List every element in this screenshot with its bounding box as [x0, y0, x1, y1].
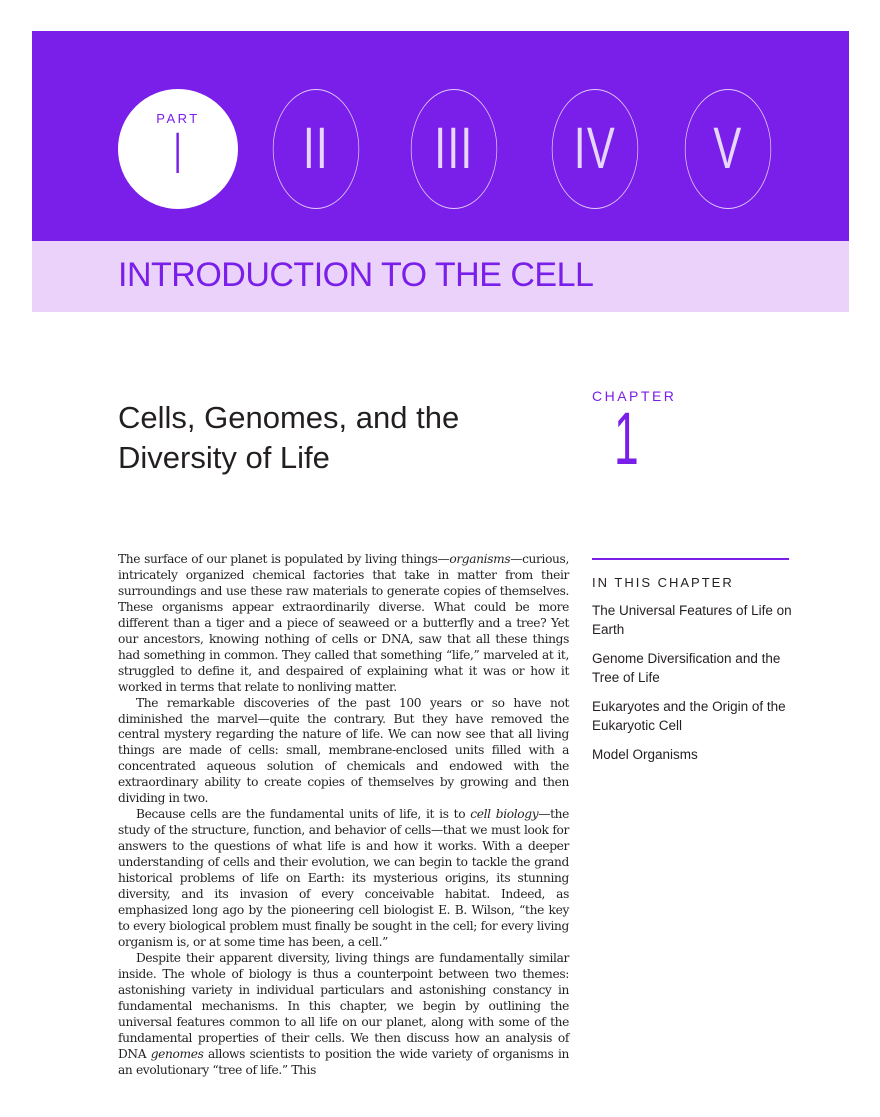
- chapter-contents-list: [592, 602, 792, 776]
- sidebar-divider: [592, 558, 789, 560]
- part-numeral-1: I: [173, 121, 183, 186]
- part-circle-2: [273, 89, 359, 209]
- part-label: PART: [156, 111, 200, 126]
- contents-item-eukaryotes[interactable]: Eukaryotes and the Origin of the Eukaryotic Cell: [592, 699, 786, 733]
- part-circle-1: [118, 89, 238, 209]
- part-numeral-5: V: [713, 116, 743, 181]
- chapter-number: 1: [614, 397, 639, 480]
- part-numeral-4: IV: [573, 116, 617, 181]
- contents-item-model-organisms[interactable]: Model Organisms: [592, 747, 698, 762]
- sidebar-heading: IN THIS CHAPTER: [592, 575, 734, 590]
- paragraph-1: The surface of our planet is populated by living things—organisms—curious, intricately organized chemical factories that take in matter from their surroundings and use these raw materials to generate copies of themselves. These organisms appear extraordinarily diverse. What could be more different than a tiger and a piece of seaweed or a butterfly and a tree? Yet our ancestors, knowing nothing of cells or DNA, saw that all these things had something in common. They called that something “life,” marveled at it, struggled to define it, and despaired of explaining what it was or how it worked in terms that relate to nonliving matter.: [118, 552, 569, 694]
- chapter-title-line-2: Diversity of Life: [118, 440, 330, 475]
- paragraph-4: Despite their apparent diversity, living things are fundamentally similar inside. The whole of biology is thus a counterpoint between two themes: astonishing variety in individual particulars and astonishing constancy in fundamental mechanisms. In this chapter, we begin by outlining the universal features common to all life on our planet, along with some of the fundamental properties of their cells. We then discuss how an analysis of DNA genomes allows scientists to position the wide variety of organisms in an evolutionary “tree of life.” This: [118, 950, 569, 1077]
- part-circle-5: [685, 89, 771, 209]
- part-circle-4: [552, 89, 638, 209]
- part-title: INTRODUCTION TO THE CELL: [118, 256, 594, 294]
- chapter-body-text: [118, 552, 569, 1078]
- part-numeral-2: II: [302, 116, 330, 181]
- chapter-title: [118, 398, 558, 478]
- chapter-label: CHAPTER: [592, 388, 677, 404]
- paragraph-2: The remarkable discoveries of the past 100 years or so have not diminished the marvel—quite the contrary. But they have removed the central mystery regarding the nature of life. We can now see that all living things are made of cells: small, membrane-enclosed units filled with a concentrated aqueous solution of chemicals and endowed with the extraordinary ability to create copies of themselves by growing and then dividing in two.: [118, 695, 569, 806]
- paragraph-3: Because cells are the fundamental units of life, it is to cell biology—the study of the structure, function, and behavior of cells—that we must look for answers to the questions of what life is and how it works. With a deeper understanding of cells and their evolution, we can begin to tackle the grand historical problems of life on Earth: its mysterious origins, its stunning diversity, and its invasion of every conceivable habitat. Indeed, as emphasized long ago by the pioneering cell biologist E. B. Wilson, “the key to every biological problem must finally be sought in the cell; for every living organism is, or at some time has been, a cell.”: [118, 807, 570, 949]
- part-numeral-3: III: [434, 116, 474, 181]
- chapter-title-line-1: Cells, Genomes, and the: [118, 400, 460, 435]
- contents-item-genome-diversification[interactable]: Genome Diversification and the Tree of Life: [592, 651, 781, 685]
- contents-item-universal-features[interactable]: The Universal Features of Life on Earth: [592, 603, 792, 637]
- part-circle-3: [411, 89, 497, 209]
